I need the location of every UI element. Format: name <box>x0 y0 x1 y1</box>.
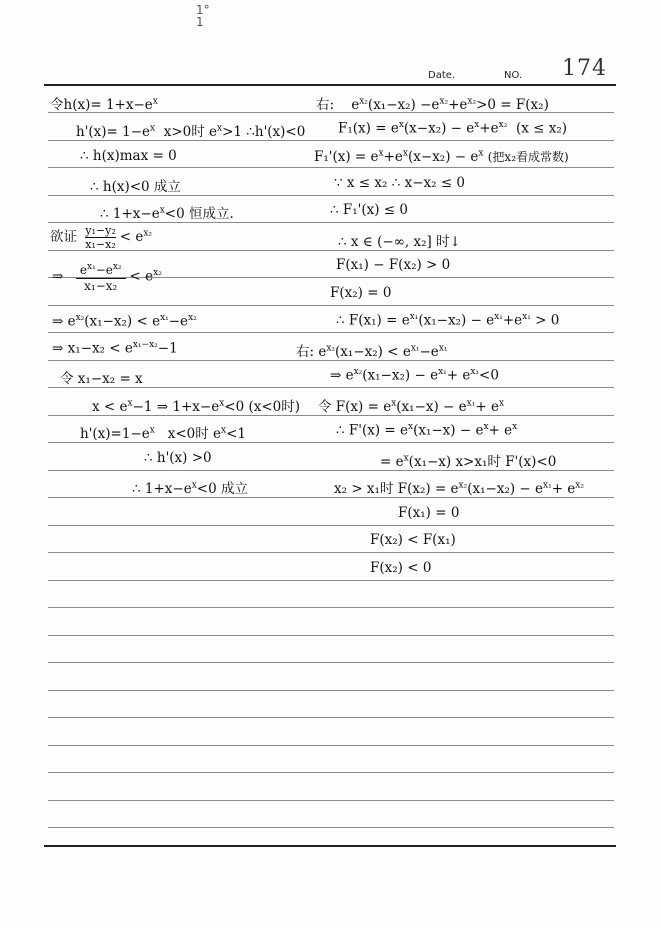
left-line-3: ∴ h(x)max = 0 <box>80 148 177 164</box>
right-line-2: $F_1(x) = e^x(x-x_2) - e^x+e^{x_2}$ (x ≤ x₂) <box>338 120 568 137</box>
left-line-7: ⇒ $\frac{e^{x_1}-e^{x_2}}{\text{x₁−x₂}}$ < $e^{x_2}$ <box>52 262 162 293</box>
left-line-6: 欲证 $\frac{\text{y₁−y₂}}{\text{x₁−x₂}}$ < $e^{x_2}$ <box>50 224 153 251</box>
left-line-12: $h'(x)=1-e^x$ x<0时 $e^x<1$ <box>80 425 246 442</box>
right-line-9: ∴ $F(x_1) = e^{x_1}(x_1-x_2) - e^{x_1}+e^{x_1} > 0$ <box>336 312 560 329</box>
left-line-2: $h'(x)= 1-e^x$ x>0时 $e^x>1$ ∴h'(x)<0 <box>76 123 306 140</box>
fraction-numerator: y₁−y₂ <box>85 224 116 237</box>
right-line-12: 令 $F(x) = e^x(x_1-x) - e^{x_1}+ e^x$ <box>318 398 505 415</box>
right-line-6: ∴ x ∈ (−∞, x₂] 时↓ <box>338 234 461 250</box>
left-line-8: ⇒ $e^{x_2}(x_1-x_2) < e^{x_1}-e^{x_2}$ <box>52 313 197 330</box>
right-line-10: 右: $e^{x_2}(x_1-x_2) < e^{x_1}-e^{x_1}$ <box>296 343 448 360</box>
left-line-1: 令$h(x)= 1+x-e^x$ <box>50 96 158 113</box>
right-line-13: ∴ $F'(x) = e^x(x_1-x) - e^x+ e^x$ <box>336 422 518 439</box>
right-line-7: F(x₁) − F(x₂) > 0 <box>336 257 451 273</box>
left-line-13: ∴ h'(x) >0 <box>144 450 212 466</box>
right-line-4: ∵ x ≤ x₂ ∴ x−x₂ ≤ 0 <box>334 175 466 191</box>
right-line-15: x₂ > x₁时 $F(x_2) = e^{x_2}(x_1-x_2) - e^{x_1}+ e^{x_2}$ <box>334 480 584 497</box>
left-line-9: ⇒ $x_1-x_2 < e^{x_1-x_2}-1$ <box>52 340 178 357</box>
left-line-4: ∴ h(x)<0 成立 <box>90 179 181 195</box>
right-line-3: $F_1'(x) = e^x+e^x(x-x_2) - e^x$ (把x₂看成常数) <box>314 148 569 165</box>
left-line-14: ∴ $1+x-e^x<0$ 成立 <box>132 480 248 497</box>
right-line-11: ⇒ $e^{x_2}(x_1-x_2) - e^{x_1}+ e^{x_1}<0$ <box>330 367 499 384</box>
left-line-5: ∴ $1+x-e^x<0$ 恒成立. <box>100 205 234 222</box>
right-line-17: F(x₂) < F(x₁) <box>370 532 456 548</box>
right-line-18: F(x₂) < 0 <box>370 560 432 576</box>
top-mark: 1° 1 <box>196 3 210 29</box>
right-line-5: ∴ F₁'(x) ≤ 0 <box>330 202 409 218</box>
left-line-10: 令 x₁−x₂ = x <box>60 371 143 387</box>
left-line-11: $x < e^x-1$ ⇒ $1+x-e^x<0$ (x<0时) <box>92 398 301 415</box>
fraction-denominator: x₁−x₂ <box>85 238 116 251</box>
no-label: NO. <box>504 70 523 81</box>
right-line-1: 右: $e^{x_2}(x_1-x_2) -e^{x_2}+e^{x_2}>0 = F(x_2)$ <box>316 96 549 113</box>
right-line-16: F(x₁) = 0 <box>398 505 460 521</box>
right-line-14: = $e^x(x_1-x)$ x>x₁时 F'(x)<0 <box>380 453 557 470</box>
page-number: 174 <box>562 56 607 81</box>
date-label: Date. <box>428 70 456 81</box>
right-line-8: F(x₂) = 0 <box>330 285 392 301</box>
